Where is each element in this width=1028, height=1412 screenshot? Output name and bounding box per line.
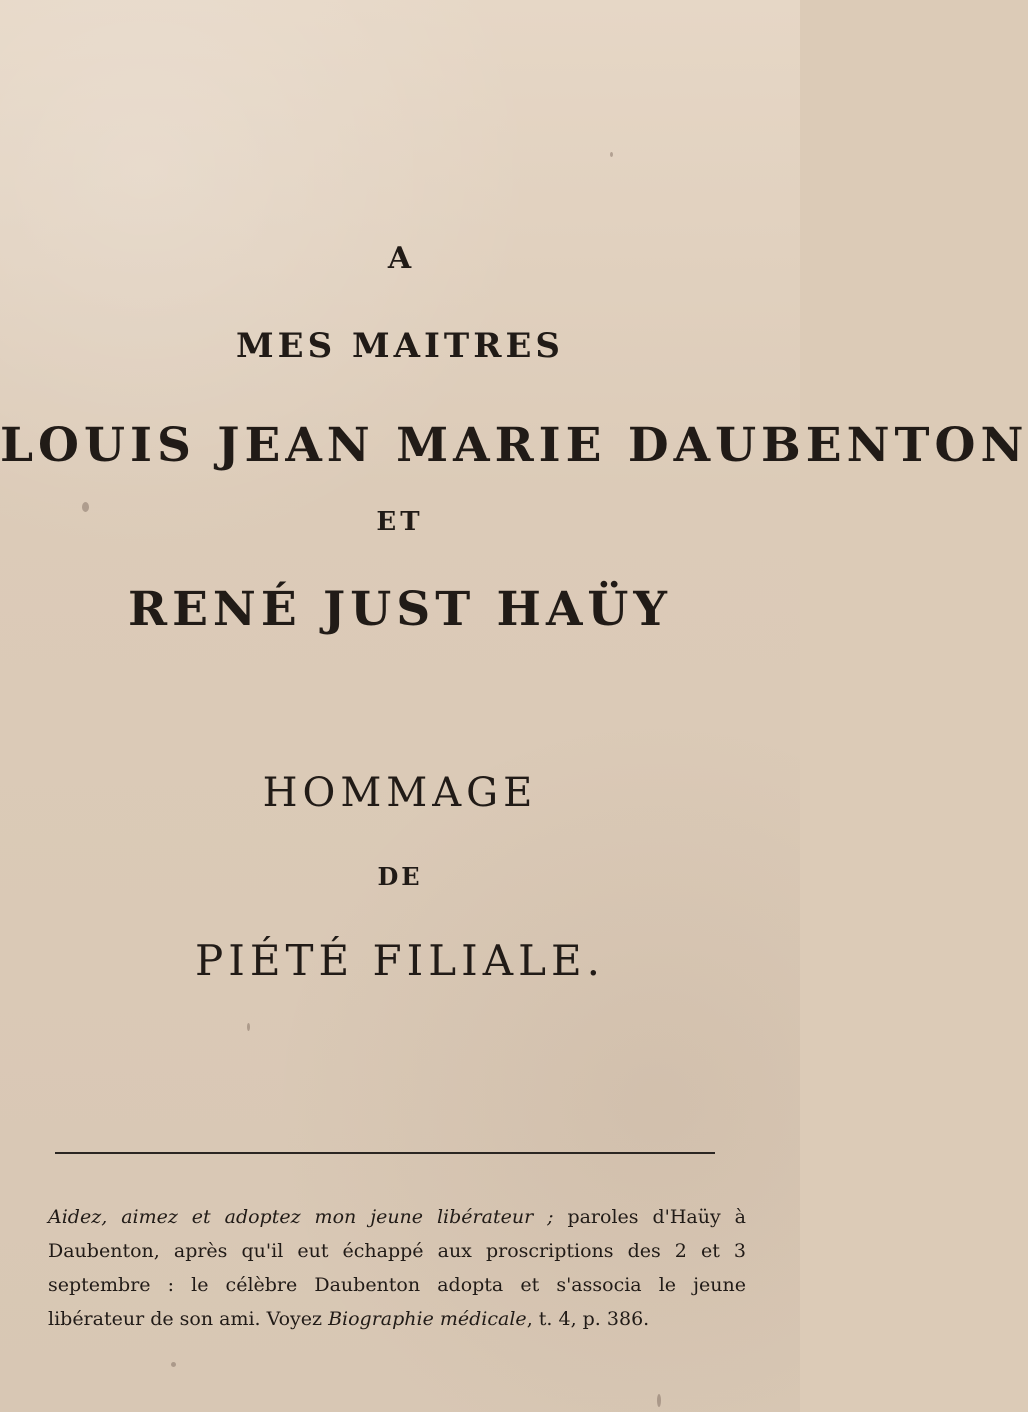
paper-speck [171,1362,176,1367]
hauy-name: RENÉ JUST HAÜY [128,582,672,637]
footnote-citation: , t. 4, p. 386. [526,1308,650,1330]
dedication-to: A [387,241,413,276]
footnote-divider [55,1152,715,1154]
conjunction-et: ET [376,507,424,537]
preposition-de: DE [377,862,423,891]
paper-speck [247,1023,250,1031]
paper-speck [657,1394,661,1407]
hommage-title: HOMMAGE [262,770,538,816]
footnote [48,1200,746,1336]
footnote-quote: Aidez, aimez et adoptez mon jeune libérateur ; [48,1206,554,1228]
paper-speck [610,152,613,157]
masters-heading: MES MAITRES [236,326,564,366]
footnote-body-before-title: paroles d'Haüy à Daubenton, après qu'il eut échappé aux proscriptions des 2 et 3 septembre : le célèbre Daubenton adopta et s'associa le jeune libérateur de son ami. Voyez [48,1206,746,1330]
piete-filiale-title: PIÉTÉ FILIALE. [195,936,605,985]
daubenton-name: LOUIS JEAN MARIE DAUBENTON [0,418,1028,473]
work-title: Biographie médicale [328,1308,527,1330]
